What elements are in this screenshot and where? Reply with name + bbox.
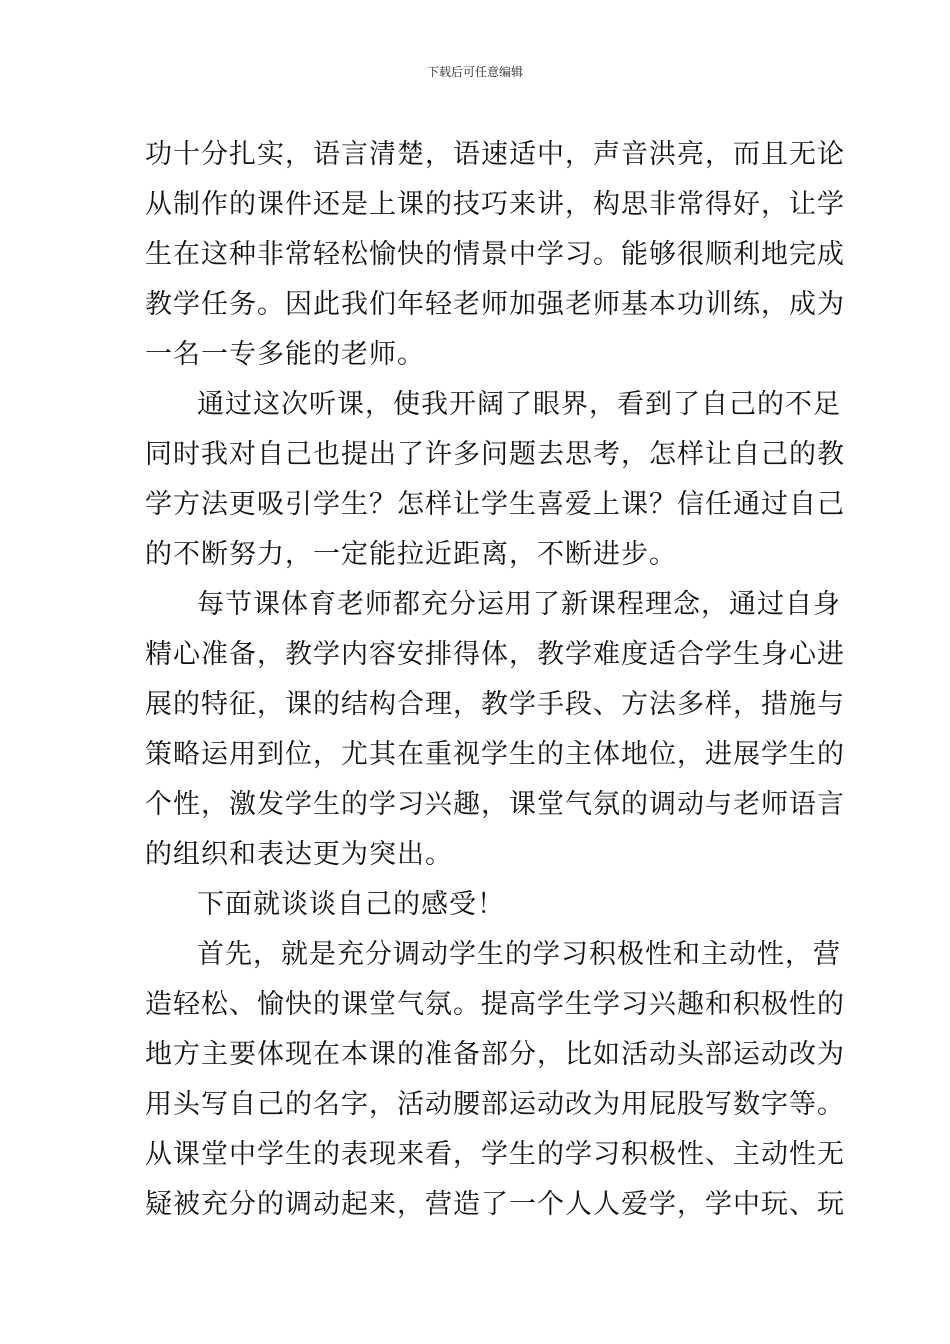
- text-line: 疑被充分的调动起来，营造了一个人人爱学，学中玩、玩: [145, 1189, 845, 1220]
- text-line: 首先，就是充分调动学生的学习积极性和主动性，营: [197, 939, 841, 970]
- paragraph: [145, 380, 845, 580]
- paragraph: [145, 880, 810, 930]
- text-line: 从课堂中学生的表现来看，学生的学习积极性、主动性无: [145, 1139, 845, 1170]
- text-line: 展的特征，课的结构合理，教学手段、方法多样，措施与: [145, 689, 845, 720]
- paragraph: [145, 930, 845, 1230]
- text-line: 功十分扎实，语言清楚，语速适中，声音洪亮，而且无论: [145, 139, 845, 170]
- text-line: 同时我对自己也提出了许多问题去思考，怎样让自己的教: [145, 439, 845, 470]
- paragraph: [145, 130, 845, 380]
- text-line: 地方主要体现在本课的准备部分，比如活动头部运动改为: [145, 1039, 845, 1070]
- text-line: 造轻松、愉快的课堂气氛。提高学生学习兴趣和积极性的: [145, 989, 845, 1020]
- text-line: 精心准备，教学内容安排得体，教学难度适合学生身心进: [145, 639, 845, 670]
- text-line: 学方法更吸引学生？怎样让学生喜爱上课？信任通过自己: [145, 489, 845, 520]
- text-line: 从制作的课件还是上课的技巧来讲，构思非常得好，让学: [145, 189, 845, 220]
- text-line: 用头写自己的名字，活动腰部运动改为用屁股写数字等。: [145, 1089, 845, 1120]
- text-line: 一名一专多能的老师。: [145, 339, 425, 370]
- page-header: 下载后可任意编辑: [426, 65, 523, 79]
- document-body: [145, 130, 845, 1230]
- text-line: 生在这种非常轻松愉快的情景中学习。能够很顺利地完成: [145, 239, 845, 270]
- paragraph: [145, 580, 845, 880]
- text-line: 的组织和表达更为突出。: [145, 839, 453, 870]
- text-line: 每节课体育老师都充分运用了新课程理念，通过自身: [197, 589, 841, 620]
- text-line: 通过这次听课，使我开阔了眼界，看到了自己的不足: [197, 389, 841, 420]
- text-line: 策略运用到位，尤其在重视学生的主体地位，进展学生的: [145, 739, 845, 770]
- text-line: 教学任务。因此我们年轻老师加强老师基本功训练，成为: [145, 289, 845, 320]
- text-line: 下面就谈谈自己的感受！: [197, 889, 505, 920]
- text-line: 的不断努力，一定能拉近距离，不断进步。: [145, 539, 677, 570]
- text-line: 个性，激发学生的学习兴趣，课堂气氛的调动与老师语言: [145, 789, 845, 820]
